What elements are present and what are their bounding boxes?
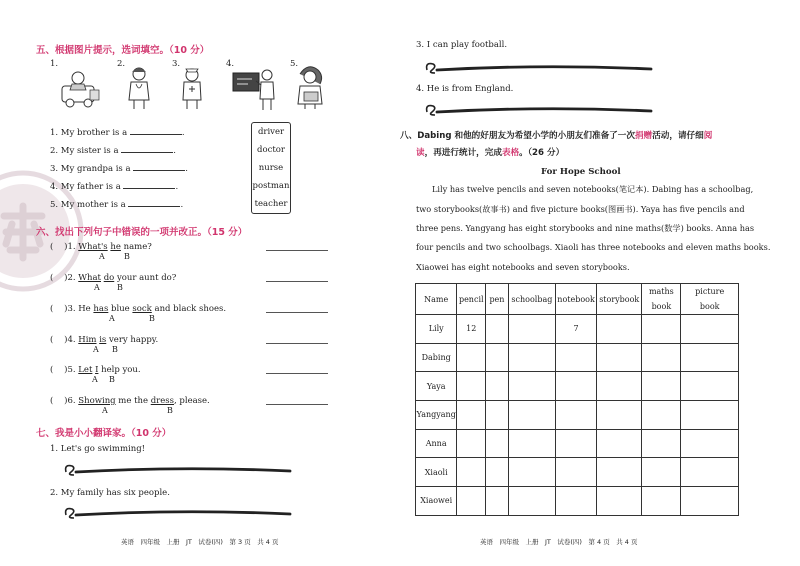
column-header: pencil: [457, 284, 486, 315]
error-item-4: ( )4. Him is very happy.: [50, 335, 159, 345]
row-name-cell: Dabing: [416, 343, 457, 372]
data-cell[interactable]: [486, 487, 509, 516]
label-b: B: [124, 252, 130, 261]
footer-left: 英语 四年级 上册 JT 试卷(四) 第 3 页 共 4 页: [121, 538, 279, 546]
row-name-cell: Lily: [416, 315, 457, 344]
table-row: [416, 458, 739, 487]
row-name-cell: Xiaowei: [416, 487, 457, 516]
data-cell[interactable]: [556, 487, 597, 516]
row-name-cell: Yaya: [416, 372, 457, 401]
data-cell[interactable]: [681, 343, 739, 372]
word-bank-item: nurse: [258, 163, 284, 173]
translate-item-3: 3. I can play football.: [416, 40, 508, 50]
handwriting-line-1[interactable]: [62, 462, 294, 478]
data-cell[interactable]: [457, 372, 486, 401]
data-cell[interactable]: [642, 315, 681, 344]
column-header: schoolbag: [508, 284, 555, 315]
postman-illustration: [294, 64, 328, 110]
handwriting-line-4[interactable]: [423, 102, 655, 118]
data-cell[interactable]: [642, 429, 681, 458]
data-cell[interactable]: [597, 343, 642, 372]
data-cell[interactable]: [508, 487, 555, 516]
table-row: [416, 429, 739, 458]
fill-blank-2[interactable]: [121, 145, 173, 153]
passage-line-2: two storybooks(故事书) and five picture books(图画书). Yaya has five pencils and: [416, 204, 745, 214]
fill-sentence-1: 1. My brother is a .: [50, 128, 185, 138]
error-item-1: ( )1. What's he name?: [50, 242, 152, 252]
data-cell[interactable]: [486, 343, 509, 372]
error-item-6: ( )6. Showing me the dress, please.: [50, 396, 210, 406]
row-name-cell: Yangyang: [416, 401, 457, 430]
data-cell[interactable]: [597, 315, 642, 344]
label-b: B: [112, 345, 118, 354]
data-cell[interactable]: [597, 372, 642, 401]
translate-item-1: 1. Let's go swimming!: [50, 444, 146, 454]
label-a: A: [93, 345, 99, 354]
passage-line-4: four pencils and two schoolbags. Xiaoli has three notebooks and eleven maths books.: [416, 242, 771, 252]
answer-line-6[interactable]: [266, 404, 328, 405]
doctor-illustration: [126, 66, 152, 110]
data-cell[interactable]: [597, 458, 642, 487]
error-item-5: ( )5. Let I help you.: [50, 365, 141, 375]
column-header: storybook: [597, 284, 642, 315]
label-a: A: [92, 375, 98, 384]
label-b: B: [117, 283, 123, 292]
translate-item-2: 2. My family has six people.: [50, 488, 170, 498]
section-5-title: 五、根据图片提示，选词填空。（10 分）: [36, 45, 210, 56]
data-cell[interactable]: [681, 401, 739, 430]
data-cell[interactable]: [457, 458, 486, 487]
label-a: A: [102, 406, 108, 415]
data-cell[interactable]: [597, 487, 642, 516]
section-8-title-line2: 读，再进行统计，完成表格。（26 分）: [416, 148, 565, 158]
data-cell[interactable]: [457, 487, 486, 516]
label-a: A: [99, 252, 105, 261]
fill-sentence-2: 2. My sister is a .: [50, 146, 176, 156]
passage-line-5: Xiaowei has eight notebooks and seven storybooks.: [416, 262, 630, 272]
label-b: B: [167, 406, 173, 415]
data-cell[interactable]: [642, 487, 681, 516]
data-cell[interactable]: [457, 429, 486, 458]
data-cell[interactable]: [486, 401, 509, 430]
fill-sentence-5: 5. My mother is a .: [50, 200, 184, 210]
data-cell[interactable]: [642, 372, 681, 401]
table-row: [416, 343, 739, 372]
data-cell[interactable]: [642, 401, 681, 430]
data-cell[interactable]: [508, 343, 555, 372]
answer-line-3[interactable]: [266, 312, 328, 313]
section-6-title: 六、找出下列句子中错误的一项并改正。（15 分）: [36, 227, 248, 238]
data-cell[interactable]: [508, 458, 555, 487]
word-bank-item: driver: [257, 127, 285, 137]
data-cell[interactable]: [597, 401, 642, 430]
data-cell[interactable]: [681, 429, 739, 458]
label-a: A: [94, 283, 100, 292]
data-cell[interactable]: [486, 315, 509, 344]
data-cell[interactable]: [556, 429, 597, 458]
pic-number-3: 3.: [172, 59, 181, 69]
translate-item-4: 4. He is from England.: [416, 84, 514, 94]
data-cell[interactable]: [681, 487, 739, 516]
column-header: Name: [416, 284, 457, 315]
section-7-title: 七、我是小小翻译家。（10 分）: [36, 428, 172, 439]
answer-line-1[interactable]: [266, 250, 328, 251]
label-b: B: [149, 314, 155, 323]
donation-table: [415, 283, 739, 516]
label-b: B: [109, 375, 115, 384]
data-cell[interactable]: [556, 372, 597, 401]
column-header: pen: [486, 284, 509, 315]
column-header: picture book: [681, 284, 739, 315]
pic-number-5: 5.: [290, 59, 299, 69]
fill-blank-5[interactable]: [128, 199, 180, 207]
table-row: [416, 487, 739, 516]
driver-illustration: [58, 66, 102, 108]
fill-sentence-4: 4. My father is a .: [50, 182, 179, 192]
data-cell[interactable]: 7: [556, 315, 597, 344]
data-cell[interactable]: [508, 315, 555, 344]
data-cell[interactable]: [556, 458, 597, 487]
data-cell[interactable]: [642, 458, 681, 487]
data-cell[interactable]: [486, 372, 509, 401]
fill-blank-4[interactable]: [123, 181, 175, 189]
handwriting-line-3[interactable]: [423, 60, 655, 76]
row-name-cell: Anna: [416, 429, 457, 458]
column-header: notebook: [556, 284, 597, 315]
footer-right: 英语 四年级 上册 JT 试卷(四) 第 4 页 共 4 页: [480, 538, 638, 546]
row-name-cell: Xiaoli: [416, 458, 457, 487]
column-header: maths book: [642, 284, 681, 315]
error-item-2: ( )2. What do your aunt do?: [50, 273, 177, 283]
nurse-illustration: [179, 66, 205, 110]
passage-line-1: Lily has twelve pencils and seven notebooks(笔记本). Dabing has a schoolbag,: [432, 184, 754, 194]
data-cell[interactable]: [508, 401, 555, 430]
data-cell[interactable]: [681, 315, 739, 344]
pic-number-2: 2.: [117, 59, 126, 69]
table-row: [416, 372, 739, 401]
teacher-illustration: [232, 67, 278, 111]
table-row: [416, 315, 739, 344]
answer-line-2[interactable]: [266, 281, 328, 282]
passage-line-3: three pens. Yangyang has eight storybooks and nine maths(数学) books. Anna has: [416, 223, 755, 233]
data-cell[interactable]: [508, 429, 555, 458]
data-cell[interactable]: [597, 429, 642, 458]
data-cell[interactable]: [556, 343, 597, 372]
data-cell[interactable]: [556, 401, 597, 430]
answer-line-5[interactable]: [266, 373, 328, 374]
data-cell[interactable]: 12: [457, 315, 486, 344]
fill-blank-1[interactable]: [130, 127, 182, 135]
word-bank-item: doctor: [257, 145, 285, 155]
section-8-title: 八、Dabing 和他的好朋友为希望小学的小朋友们准备了一次捐赠活动，请仔细阅: [400, 131, 713, 141]
passage-title: For Hope School: [541, 167, 621, 177]
pic-number-4: 4.: [226, 59, 235, 69]
data-cell[interactable]: [457, 401, 486, 430]
answer-line-4[interactable]: [266, 343, 328, 344]
data-cell[interactable]: [508, 372, 555, 401]
table-header-row: [416, 284, 739, 315]
data-cell[interactable]: [457, 343, 486, 372]
pic-number-1: 1.: [50, 59, 59, 69]
label-a: A: [109, 314, 115, 323]
handwriting-line-2[interactable]: [62, 505, 294, 521]
word-bank-item: postman: [252, 181, 290, 191]
word-bank-item: teacher: [254, 199, 288, 209]
error-item-3: ( )3. He has blue sock and black shoes.: [50, 304, 227, 314]
fill-sentence-3: 3. My grandpa is a .: [50, 164, 188, 174]
data-cell[interactable]: [486, 458, 509, 487]
data-cell[interactable]: [486, 429, 509, 458]
word-bank-box: [251, 122, 291, 214]
table-row: [416, 401, 739, 430]
fill-blank-3[interactable]: [133, 163, 185, 171]
data-cell[interactable]: [642, 343, 681, 372]
data-cell[interactable]: [681, 458, 739, 487]
data-cell[interactable]: [681, 372, 739, 401]
